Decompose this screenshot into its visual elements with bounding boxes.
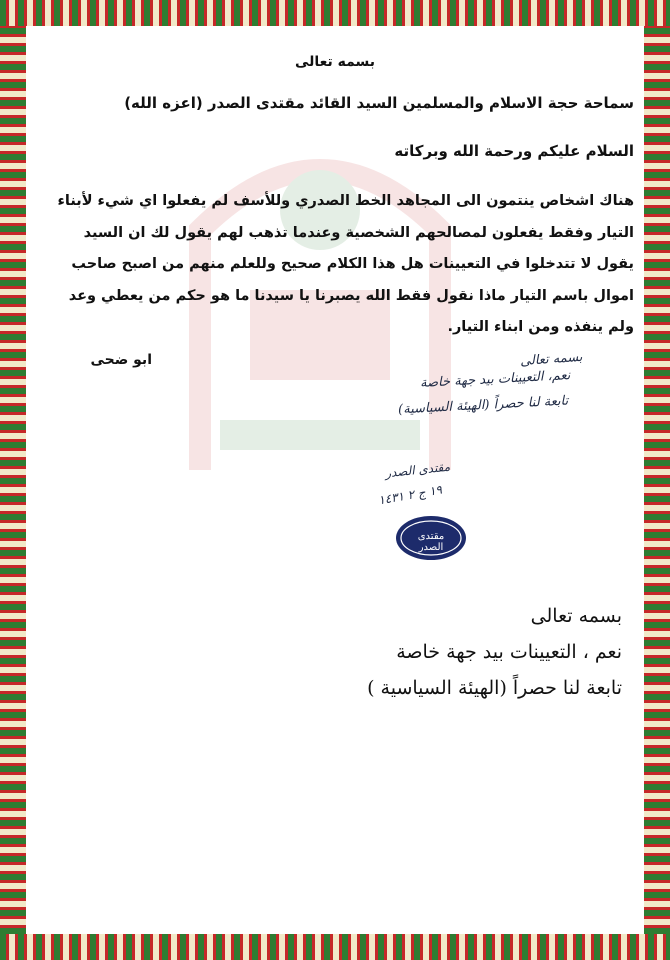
handwritten-basmala: بسمه تعالى (519, 349, 583, 370)
handwritten-signature: مقتدى الصدر (384, 459, 451, 481)
typed-reply-line-2: نعم ، التعيينات بيد جهة خاصة (396, 641, 622, 663)
decorative-border-bottom (0, 934, 670, 960)
seal-text: مقتدى الصدر (417, 531, 445, 553)
letter-addressee: سماحة حجة الاسلام والمسلمين السيد القائد مقتدى الصدر (اعزه الله) (124, 94, 634, 112)
handwritten-line-3: تابعة لنا حصراً (الهيئة السياسية) (397, 393, 569, 418)
handwritten-date: ١٩ ج ٢ ١٤٣١ (377, 482, 444, 508)
decorative-border-left (0, 26, 26, 934)
typed-reply-line-1: بسمه تعالى (530, 605, 622, 627)
decorative-border-top (0, 0, 670, 26)
letter-signer: ابو ضحى (90, 352, 152, 368)
typed-reply (222, 598, 622, 706)
decorative-border-right (644, 26, 670, 934)
letter-greeting: السلام عليكم ورحمة الله وبركاته (394, 142, 634, 160)
letter-basmala: بسمه تعالى (294, 54, 376, 70)
handwritten-line-2: نعم، التعيينات بيد جهة خاصة (419, 368, 571, 391)
letter-body: هناك اشخاص ينتمون الى المجاهد الخط الصدري وللأسف لم يفعلوا اي شيء لأبناء التيار وفقط يفعلون لمصالحهم الشخصية وعندما تذهب لهم يقول لك ان السيد يقول لا تتدخلوا في التعيينات هل هذا الكلام صحيح وللعلم منهم من اصبح صاحب اموال باسم التيار ماذا نقول فقط الله يصبرنا يا سيدنا ما هو حكم من يعطي وعد ولم ينفذه ومن ابناء التيار. (57, 193, 634, 335)
typed-reply-line-3: تابعة لنا حصراً (الهيئة السياسية ) (367, 677, 622, 699)
